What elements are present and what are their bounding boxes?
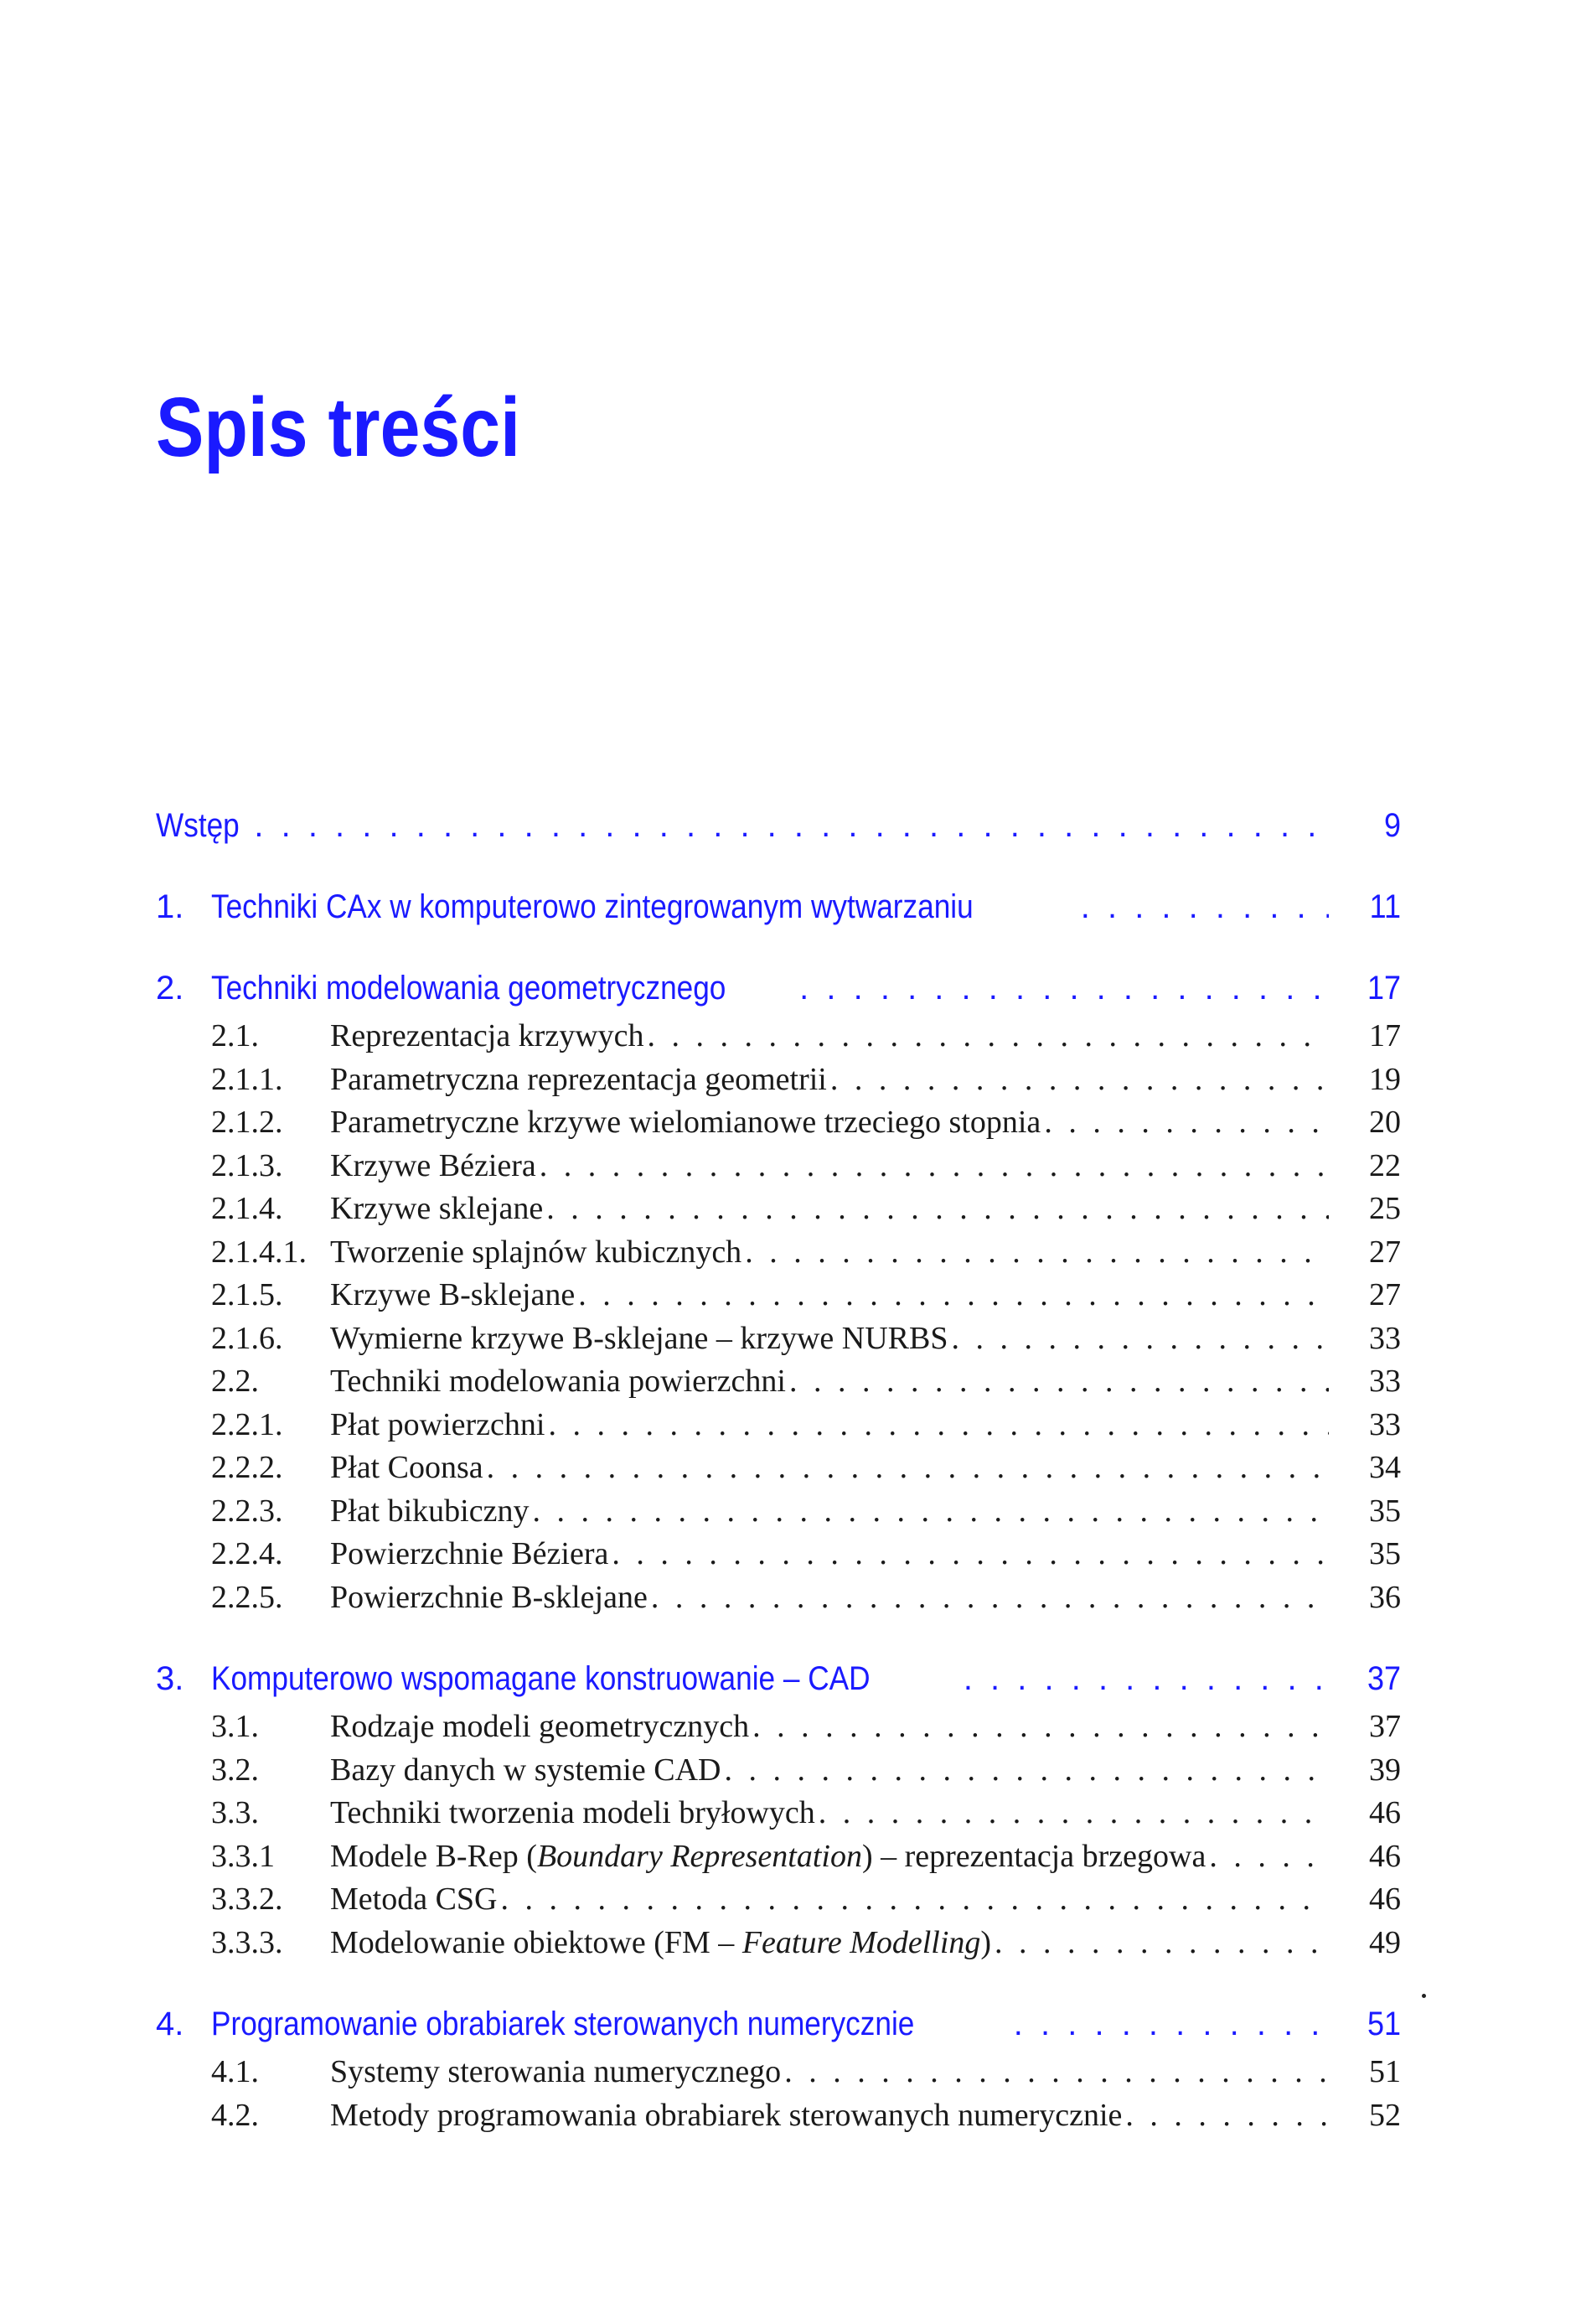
- dot-leader: [951, 1317, 1329, 1361]
- toc-page-number: 35: [1369, 1536, 1401, 1571]
- toc-title: Techniki modelowania powierzchni: [330, 1364, 786, 1399]
- dot-leader: [1014, 2003, 1329, 2046]
- toc-page-number: 37: [1367, 1660, 1401, 1697]
- page-title: Spis treści: [156, 380, 520, 474]
- toc-section[interactable]: [156, 1878, 1401, 1922]
- toc-page-number: 51: [1367, 2006, 1401, 2042]
- toc-page-number: 46: [1369, 1838, 1401, 1874]
- toc-section[interactable]: [156, 1145, 1401, 1188]
- toc-section[interactable]: [156, 1404, 1401, 1447]
- dot-leader: [1044, 1101, 1329, 1145]
- toc-number: 3.: [156, 1660, 184, 1697]
- toc-page-number: 9: [1383, 807, 1401, 844]
- toc-number: 2.1.4.1.: [211, 1234, 307, 1270]
- toc-title: Krzywe sklejane: [330, 1191, 544, 1226]
- toc-section[interactable]: [156, 1360, 1401, 1404]
- toc-section[interactable]: [156, 1101, 1401, 1145]
- toc-page-number: 17: [1369, 1018, 1401, 1053]
- toc-title: Parametryczne krzywe wielomianowe trzeciego stopnia: [330, 1105, 1041, 1140]
- toc-section[interactable]: [156, 1533, 1401, 1576]
- toc-section[interactable]: [156, 1490, 1401, 1534]
- toc-title: Powierzchnie Béziera: [330, 1536, 609, 1571]
- dot-leader: [830, 1058, 1329, 1102]
- toc-page-number: 33: [1369, 1364, 1401, 1399]
- dot-leader: [1081, 886, 1329, 929]
- toc-number: 3.3.3.: [211, 1924, 283, 1960]
- toc-section[interactable]: [156, 2094, 1401, 2138]
- dot-leader: [578, 1274, 1329, 1317]
- toc-title: [330, 1835, 1206, 1879]
- dot-leader: [724, 1749, 1329, 1793]
- toc-title: Komputerowo wspomagane konstruowanie – CAD: [211, 1660, 871, 1697]
- toc-title: Krzywe Béziera: [330, 1147, 536, 1183]
- dot-leader: [819, 1792, 1329, 1835]
- toc-number: 2.2.1.: [211, 1406, 283, 1442]
- toc-chapter-1[interactable]: [156, 886, 1401, 929]
- toc-title: Reprezentacja krzywych: [330, 1018, 644, 1053]
- toc-section[interactable]: [156, 1705, 1401, 1749]
- dot-leader: [548, 1404, 1329, 1447]
- toc-number: 2.1.3.: [211, 1147, 283, 1183]
- toc-section[interactable]: [156, 1231, 1401, 1275]
- toc-page-number: 27: [1369, 1277, 1401, 1312]
- toc-number: 2.2.2.: [211, 1450, 283, 1485]
- toc-number: 4.1.: [211, 2054, 259, 2089]
- toc-page-number: 46: [1369, 1881, 1401, 1917]
- dot-leader: [745, 1231, 1329, 1275]
- toc-number: 4.: [156, 2006, 184, 2042]
- title-part: ) – reprezentacja brzegowa: [861, 1838, 1206, 1874]
- toc-title: Metody programowania obrabiarek sterowanych numerycznie: [330, 2097, 1123, 2133]
- toc-title: Krzywe B-sklejane: [330, 1277, 576, 1312]
- toc-chapter-4[interactable]: [156, 2003, 1401, 2046]
- toc-page-number: 37: [1369, 1709, 1401, 1744]
- toc-number: 2.2.5.: [211, 1579, 283, 1615]
- toc-section[interactable]: [156, 2051, 1401, 2094]
- toc-number: 2.1.4.: [211, 1191, 283, 1226]
- dot-leader: [546, 1188, 1329, 1231]
- toc-title: Programowanie obrabiarek sterowanych numerycznie: [211, 2006, 915, 2042]
- toc-page-number: 20: [1369, 1105, 1401, 1140]
- title-part: Modele B-Rep (: [330, 1838, 537, 1874]
- title-italic-part: Feature Modelling: [741, 1924, 981, 1960]
- dot-leader: [752, 1705, 1329, 1749]
- toc-page-number: 52: [1369, 2097, 1401, 2133]
- toc-page-number: 34: [1369, 1450, 1401, 1485]
- toc-number: 2.1.1.: [211, 1061, 283, 1097]
- toc-section[interactable]: [156, 1792, 1401, 1835]
- dot-leader: [648, 1015, 1329, 1058]
- scan-speck: [1422, 1994, 1426, 1998]
- table-of-contents: [156, 805, 1401, 2137]
- toc-page-number: 51: [1369, 2054, 1401, 2089]
- toc-section[interactable]: [156, 1058, 1401, 1102]
- toc-number: 3.2.: [211, 1752, 259, 1788]
- toc-section[interactable]: [156, 1274, 1401, 1317]
- dot-leader: [799, 967, 1329, 1010]
- title-part: Modelowanie obiektowe (FM –: [330, 1924, 742, 1960]
- dot-leader: [995, 1922, 1329, 1965]
- toc-page-number: 27: [1369, 1234, 1401, 1270]
- toc-title: Płat bikubiczny: [330, 1493, 530, 1529]
- toc-page-number: 33: [1369, 1406, 1401, 1442]
- toc-number: 2.1.5.: [211, 1277, 283, 1312]
- toc-number: 2.: [156, 970, 184, 1007]
- dot-leader: [1209, 1835, 1329, 1879]
- toc-number: 2.1.: [211, 1018, 259, 1053]
- toc-title: [330, 1922, 991, 1965]
- toc-chapter-3[interactable]: [156, 1658, 1401, 1700]
- toc-section[interactable]: [156, 1188, 1401, 1231]
- toc-page-number: 11: [1369, 888, 1401, 925]
- title-part: ): [980, 1924, 992, 1960]
- toc-page-number: 22: [1369, 1147, 1401, 1183]
- toc-section[interactable]: [156, 1576, 1401, 1620]
- toc-page-number: 25: [1369, 1191, 1401, 1226]
- toc-number: 2.1.6.: [211, 1320, 283, 1356]
- toc-title: Techniki tworzenia modeli bryłowych: [330, 1795, 815, 1830]
- toc-section[interactable]: [156, 1749, 1401, 1793]
- dot-leader: [254, 805, 1329, 847]
- dot-leader: [501, 1878, 1330, 1922]
- toc-number: 2.2.4.: [211, 1536, 283, 1571]
- toc-number: 2.2.3.: [211, 1493, 283, 1529]
- toc-title: Płat powierzchni: [330, 1406, 545, 1442]
- toc-section[interactable]: [156, 1835, 1401, 1879]
- title-italic-part: Boundary Representation: [536, 1838, 862, 1874]
- toc-page-number: 17: [1367, 970, 1401, 1007]
- toc-title: Płat Coonsa: [330, 1450, 483, 1485]
- toc-page-number: 46: [1369, 1795, 1401, 1830]
- toc-number: 3.1.: [211, 1709, 259, 1744]
- toc-section[interactable]: [156, 1317, 1401, 1361]
- dot-leader: [487, 1447, 1329, 1490]
- toc-page-number: 33: [1369, 1320, 1401, 1356]
- toc-chapter-intro[interactable]: [156, 805, 1401, 847]
- toc-title: Tworzenie splajnów kubicznych: [330, 1234, 742, 1270]
- toc-number: 2.1.2.: [211, 1105, 283, 1140]
- dot-leader: [784, 2051, 1329, 2094]
- toc-title: Rodzaje modeli geometrycznych: [330, 1709, 750, 1744]
- toc-title: Techniki CAx w komputerowo zintegrowanym wytwarzaniu: [211, 888, 974, 925]
- toc-number: 2.2.: [211, 1364, 259, 1399]
- toc-title: Techniki modelowania geometrycznego: [211, 970, 726, 1007]
- dot-leader: [540, 1145, 1329, 1188]
- dot-leader: [651, 1576, 1329, 1620]
- toc-number: 1.: [156, 888, 184, 925]
- toc-title: Parametryczna reprezentacja geometrii: [330, 1061, 827, 1097]
- toc-title: Wymierne krzywe B-sklejane – krzywe NURBS: [330, 1320, 948, 1356]
- toc-number: 3.3.1: [211, 1838, 275, 1874]
- toc-chapter-2[interactable]: [156, 967, 1401, 1010]
- toc-title: Bazy danych w systemie CAD: [330, 1752, 721, 1788]
- toc-page-number: 35: [1369, 1493, 1401, 1529]
- toc-title: Wstęp: [156, 807, 240, 844]
- dot-leader: [1125, 2094, 1329, 2138]
- dot-leader: [612, 1533, 1329, 1576]
- toc-page-number: 19: [1369, 1061, 1401, 1097]
- toc-number: 4.2.: [211, 2097, 259, 2133]
- toc-title: Systemy sterowania numerycznego: [330, 2054, 782, 2089]
- toc-section[interactable]: [156, 1447, 1401, 1490]
- dot-leader: [964, 1658, 1329, 1700]
- dot-leader: [789, 1360, 1329, 1404]
- toc-title: Metoda CSG: [330, 1881, 498, 1917]
- toc-section[interactable]: [156, 1015, 1401, 1058]
- toc-page-number: 49: [1369, 1924, 1401, 1960]
- toc-number: 3.3.2.: [211, 1881, 283, 1917]
- toc-title: Powierzchnie B-sklejane: [330, 1579, 648, 1615]
- dot-leader: [532, 1490, 1329, 1534]
- toc-page-number: 36: [1369, 1579, 1401, 1615]
- toc-number: 3.3.: [211, 1795, 259, 1830]
- toc-section[interactable]: [156, 1922, 1401, 1965]
- toc-page-number: 39: [1369, 1752, 1401, 1788]
